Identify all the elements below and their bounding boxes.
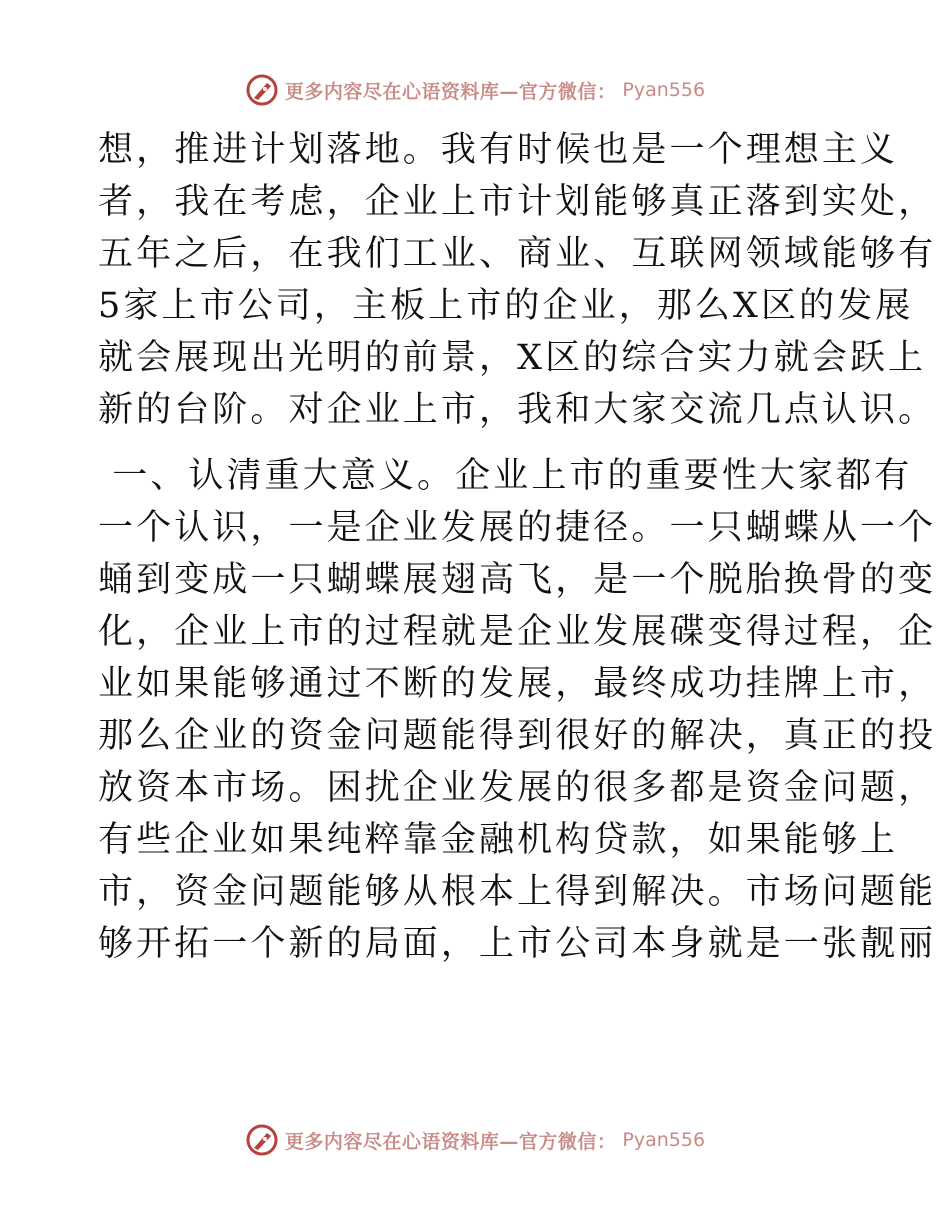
header-watermark <box>0 70 950 110</box>
paragraph <box>98 124 937 436</box>
text-line: 就会展现出光明的前景，X区的综合实力就会跃上 <box>98 338 927 378</box>
text-line: 业如果能够通过不断的发展，最终成功挂牌上市， <box>98 664 937 704</box>
text-line: 一个认识，一是企业发展的捷径。一只蝴蝶从一个 <box>98 508 937 548</box>
text-line: 蛹到变成一只蝴蝶展翅高飞，是一个脱胎换骨的变 <box>98 560 937 600</box>
pen-nib-circle-icon <box>245 73 279 107</box>
text-line: 5家上市公司，主板上市的企业，那么X区的发展 <box>98 286 914 326</box>
pen-nib-circle-icon <box>245 1123 279 1157</box>
text-line: 一、认清重大意义。企业上市的重要性大家都有 <box>98 456 913 496</box>
watermark-account: Pyan556 <box>622 1129 706 1151</box>
document-body <box>98 124 937 970</box>
text-line: 那么企业的资金问题能得到很好的解决，真正的投 <box>98 716 937 756</box>
watermark-account: Pyan556 <box>622 79 706 101</box>
text-line: 放资本市场。困扰企业发展的很多都是资金问题， <box>98 768 937 808</box>
watermark-text: 更多内容尽在心语资料库—官方微信： <box>284 1130 617 1153</box>
text-line: 五年之后，在我们工业、商业、互联网领域能够有 <box>98 234 937 274</box>
text-line: 有些企业如果纯粹靠金融机构贷款，如果能够上 <box>98 820 899 860</box>
text-line: 市，资金问题能够从根本上得到解决。市场问题能 <box>98 872 937 912</box>
text-line: 够开拓一个新的局面，上市公司本身就是一张靓丽 <box>98 924 937 964</box>
paragraph-gap <box>98 436 858 450</box>
text-line: 新的台阶。对企业上市，我和大家交流几点认识。 <box>98 390 937 430</box>
paragraph <box>98 450 937 970</box>
footer-watermark <box>0 1120 950 1160</box>
text-line: 化，企业上市的过程就是企业发展碟变得过程，企 <box>98 612 937 652</box>
watermark-text: 更多内容尽在心语资料库—官方微信： <box>284 80 617 103</box>
text-line: 想，推进计划落地。我有时候也是一个理想主义 <box>98 130 899 170</box>
text-line: 者，我在考虑，企业上市计划能够真正落到实处， <box>98 182 937 222</box>
